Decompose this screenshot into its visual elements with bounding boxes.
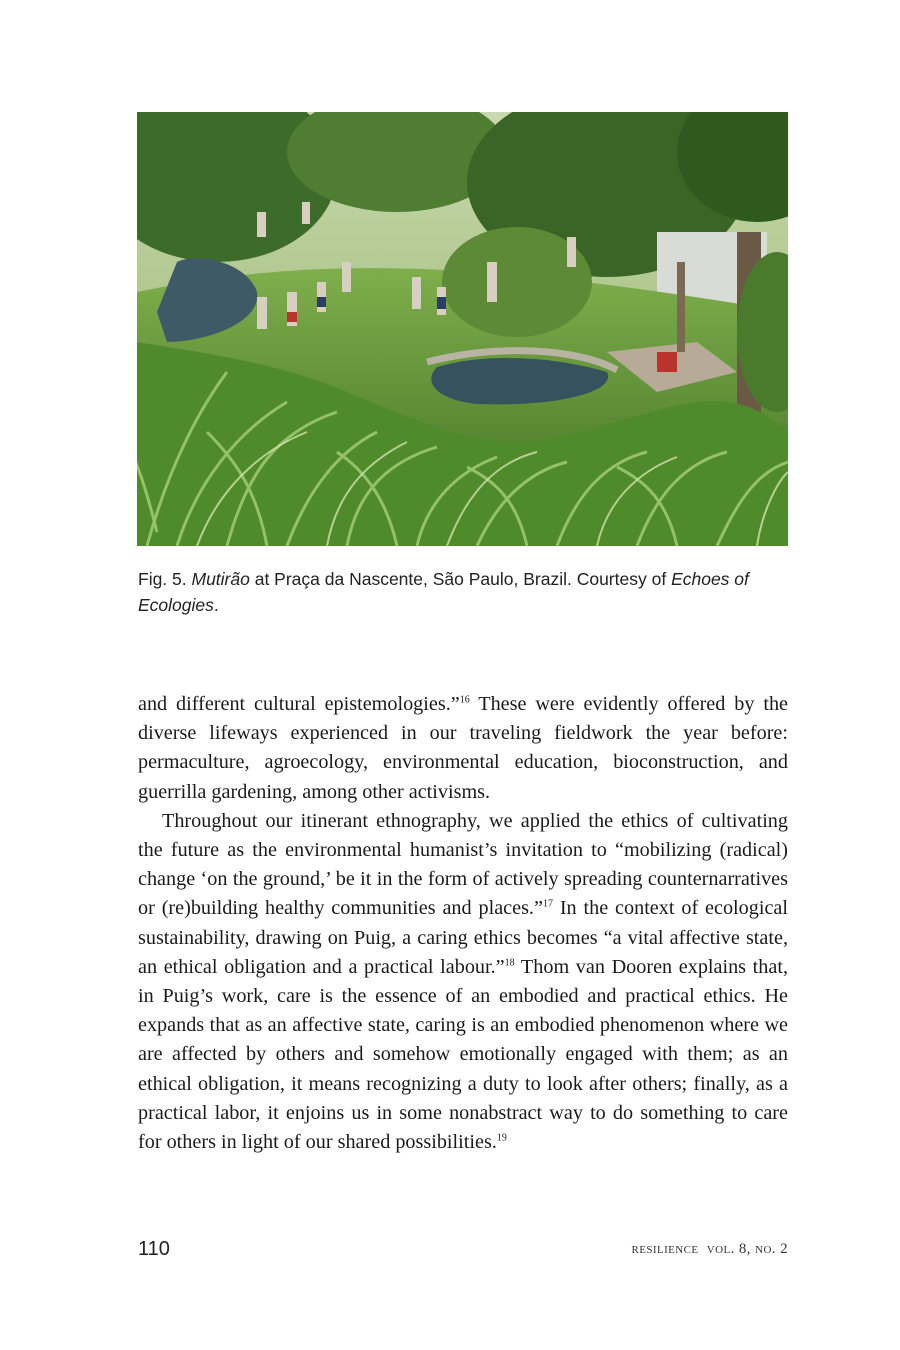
- body-text: [138, 690, 788, 1157]
- footnote-ref: 16: [459, 694, 470, 706]
- caption-italic-term: Mutirão: [191, 569, 250, 589]
- paragraph-text: Throughout our itinerant ethnography, we applied the ethics of cultivating the future as the environmental humanist’s invitation to “mobilizing (radical) change ‘on the ground,’ be it in the form of actively spreading counternarratives or (re)building healthy communities and places.”: [138, 809, 788, 920]
- running-head: [632, 1241, 788, 1258]
- garden-photo-illustration: [137, 112, 788, 546]
- paragraph: [138, 807, 788, 1157]
- paragraph-text: Thom van Dooren explains that, in Puig’s work, care is the essence of an embodied and practical ethics. He expands that as an affective state, caring is an embodied phenomenon where we are affected by others and somehow emotionally engaged with them; as an ethical obligation, it means recognizing a duty to look after others; finally, as a practical labor, it enjoins us in some nonabstract way to do something to care for others in light of our shared possibilities.: [138, 955, 788, 1154]
- paragraph-text: and different cultural epistemologies.”: [138, 693, 460, 715]
- paragraph: [138, 690, 788, 807]
- caption-italic-credit: Echoes of Ecologies: [138, 569, 749, 615]
- caption-prefix: Fig. 5.: [138, 569, 192, 589]
- caption-end: .: [213, 595, 219, 615]
- page-number: 110: [138, 1238, 170, 1260]
- paragraph-text: In the context of ecological sustainability, drawing on Puig, a caring ethics becomes “a vital affective state, an ethical obligation and a practical labour.”: [138, 897, 788, 978]
- journal-name: resilience: [631, 1241, 699, 1257]
- journal-volume: vol. 8, no. 2: [706, 1241, 788, 1257]
- figure-photo: [137, 112, 788, 546]
- footnote-ref: 18: [504, 957, 515, 969]
- figure-caption: [138, 566, 788, 618]
- paragraph-text: These were evidently offered by the diverse lifeways experienced in our traveling fieldwork the year before: permaculture, agroecology, environmental education, bioconstruction, and guerrilla gardening, among other activisms.: [138, 693, 788, 803]
- footnote-ref: 17: [542, 898, 553, 910]
- caption-text: at Praça da Nascente, São Paulo, Brazil. Courtesy of: [249, 569, 672, 589]
- footnote-ref: 19: [496, 1132, 507, 1144]
